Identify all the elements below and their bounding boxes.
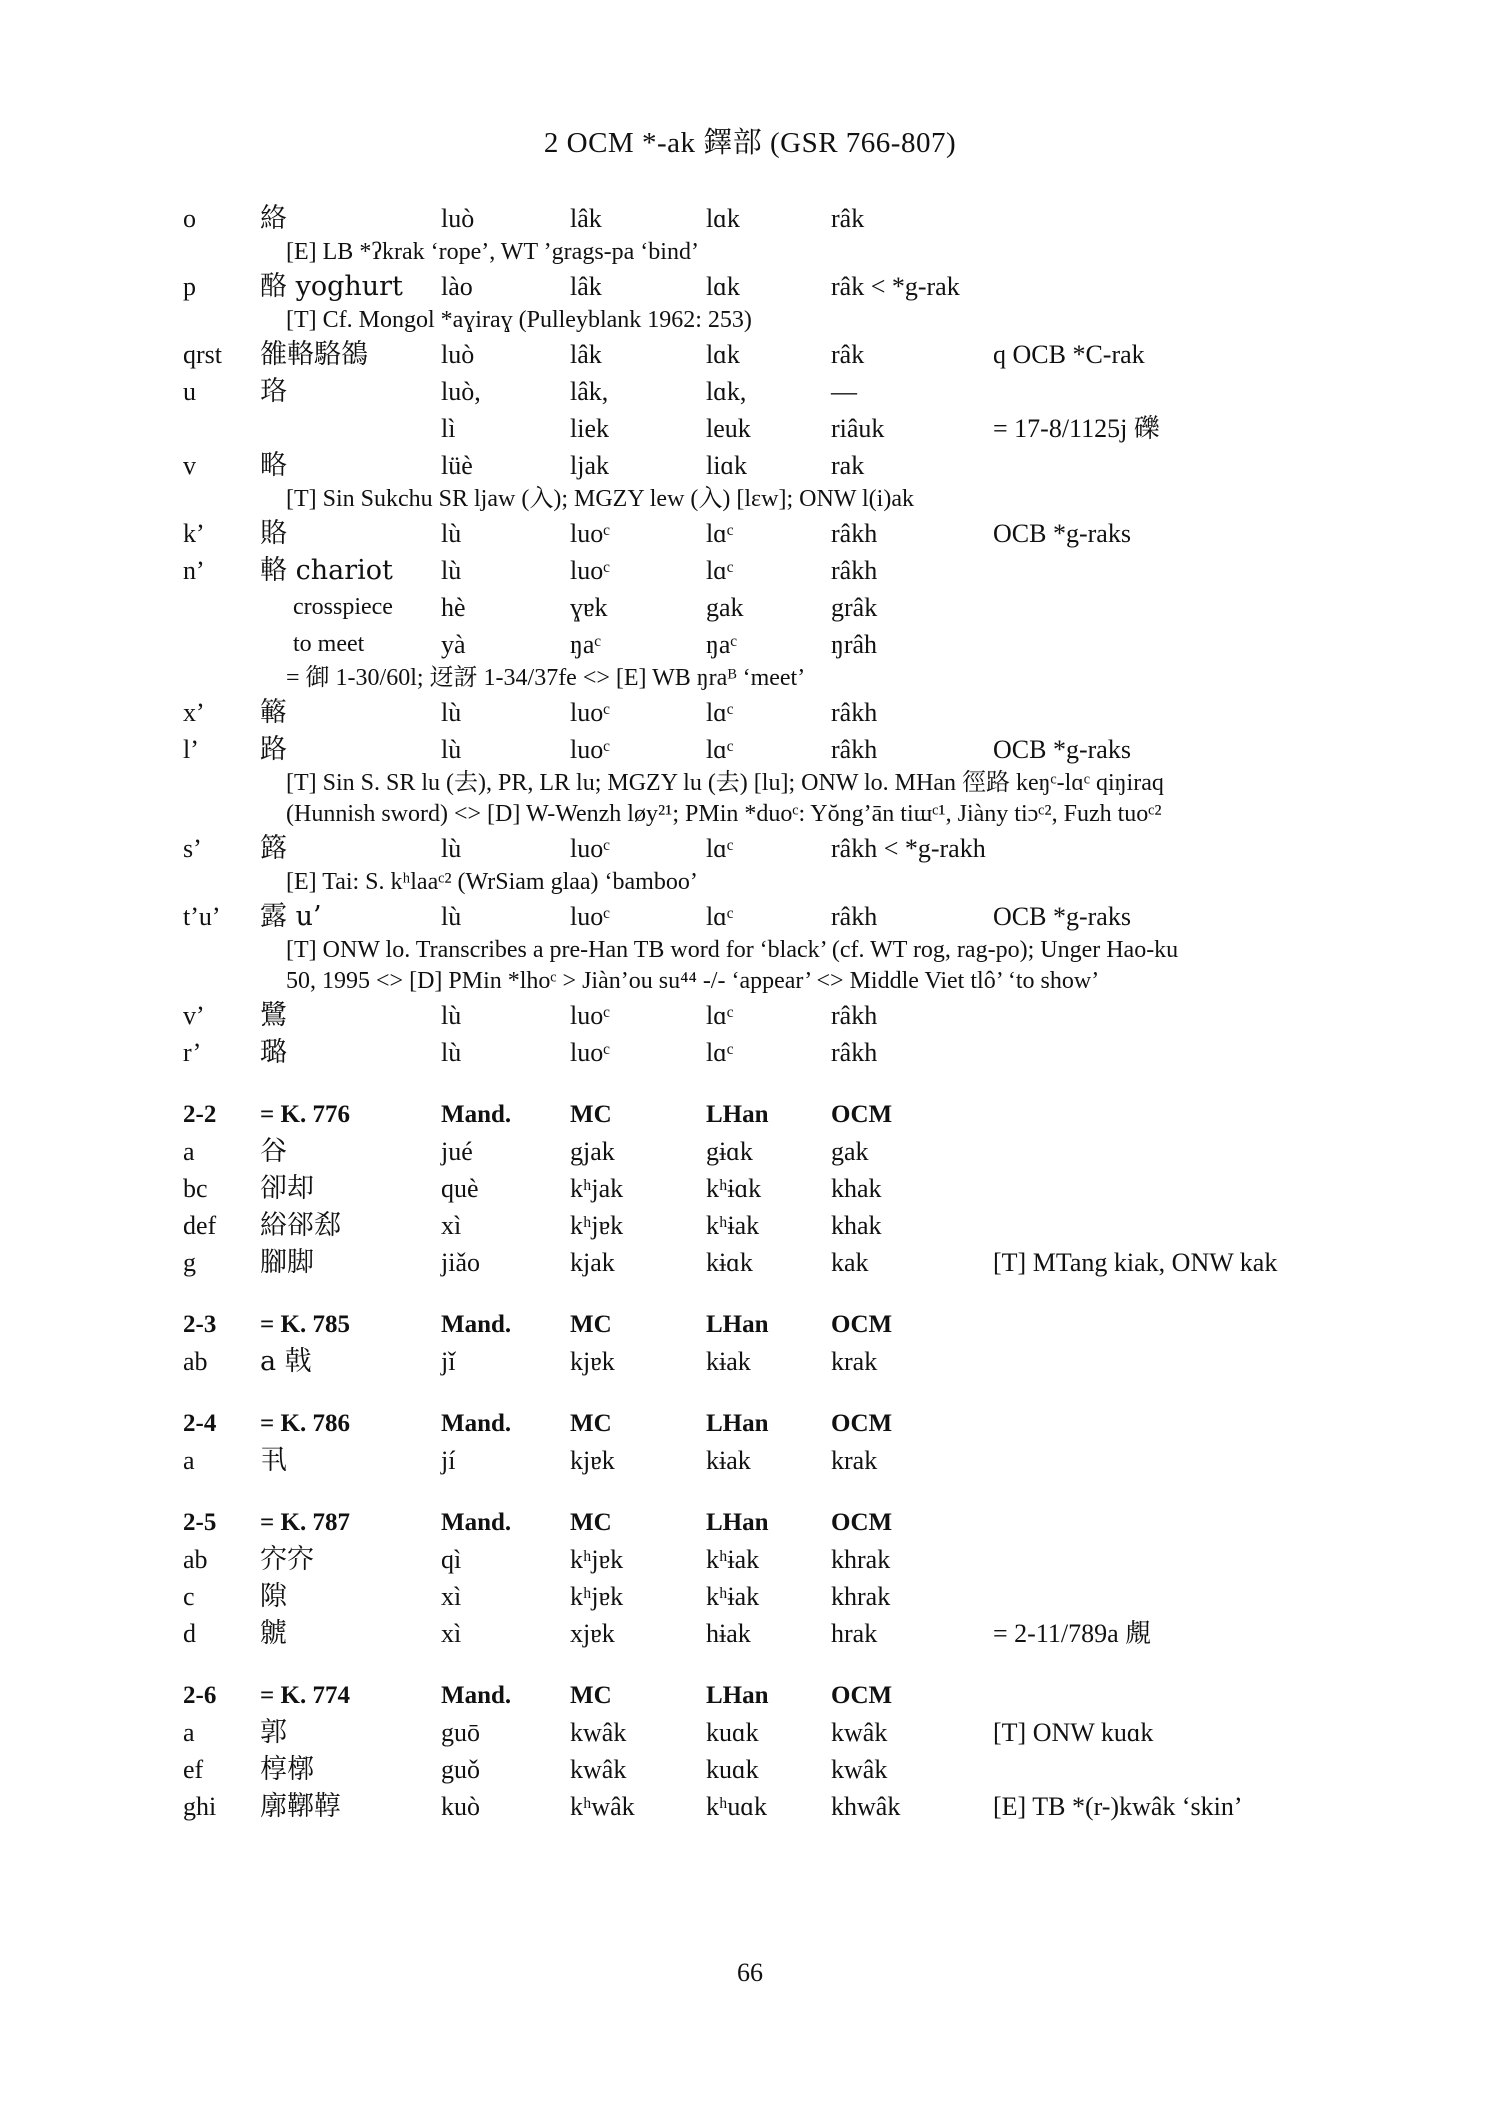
entry-row [183,200,1363,237]
later-han-reading: lɑᶜ [706,556,734,585]
entry-note: [E] LB *ʔkrak ‘rope’, WT ’grags-pa ‘bind’ [286,239,699,265]
entry-key: d [183,1619,196,1648]
graph-characters: 㝏㝏 [260,1544,314,1575]
mandarin-reading: jué [441,1137,473,1166]
entry-note: [T] ONW lo. Transcribes a pre-Han TB word for ‘black’ (cf. WT rog, rag-po); Unger Hao-ku [286,937,1179,963]
old-chinese-reading: râkh [831,698,878,727]
later-han-reading: lɑk [706,204,740,233]
later-han-reading: kʰɨak [706,1211,760,1240]
middle-chinese-reading: MC [570,1101,612,1128]
middle-chinese-reading: luoᶜ [570,735,610,764]
mandarin-reading: lì [441,414,456,443]
old-chinese-reading: râkh [831,519,878,548]
entry-row [183,1244,1363,1281]
graph-characters: 賂 [260,518,287,549]
later-han-reading: kɨak [706,1347,751,1376]
mandarin-reading: hè [441,593,466,622]
entry-key: t’u’ [183,902,221,931]
middle-chinese-reading: kʰjɐk [570,1582,624,1611]
entry-key: c [183,1582,195,1611]
entry-row [183,1541,1363,1578]
old-chinese-reading: khwâk [831,1792,901,1821]
old-chinese-reading: râk [831,204,865,233]
mandarin-reading: Mand. [441,1509,512,1536]
middle-chinese-reading: kʰjɐk [570,1211,624,1240]
entry-key: u [183,377,196,406]
entry-row [183,336,1363,373]
old-chinese-reading: râkh < *g-rakh [831,834,986,863]
graph-characters: 綌郤郄 [260,1210,341,1241]
entry-note: (Hunnish sword) <> [D] W-Wenzh løy²¹; PMin *duoᶜ: Yŏng’ān tiɯᶜ¹, Jiàny tiɔᶜ², Fuzh tuoᶜ² [286,801,1162,827]
entry-key: ab [183,1347,208,1376]
old-chinese-reading: kwâk [831,1755,888,1784]
section-number: 2-4 [183,1410,217,1437]
entry-list [183,200,1363,1825]
graph-characters: 卻却 [260,1173,314,1204]
mandarin-reading: lù [441,556,462,585]
middle-chinese-reading: lâk [570,272,602,301]
section-gap [183,1380,1363,1405]
later-han-reading: gak [706,593,744,622]
karlgren-ref: = K. 774 [260,1682,350,1709]
graph-characters: 珞 [260,376,287,407]
karlgren-ref: = K. 776 [260,1101,350,1128]
entry-key: n’ [183,556,205,585]
later-han-reading: lɑᶜ [706,1001,734,1030]
graph-characters: 椁槨 [260,1754,314,1785]
later-han-reading: lɑᶜ [706,834,734,863]
entry-note: [T] Cf. Mongol *aɣiraɣ (Pulleyblank 1962: 253) [286,307,752,333]
later-han-reading: lɑᶜ [706,735,734,764]
mandarin-reading: jiǎo [441,1248,480,1277]
old-chinese-reading: OCM [831,1509,893,1536]
later-han-reading: LHan [706,1682,769,1709]
section-gap [183,1071,1363,1096]
later-han-reading: kɨɑk [706,1248,753,1277]
entry-key: def [183,1211,217,1240]
entry-side-note: [E] TB *(r-)kwâk ‘skin’ [993,1792,1243,1821]
entry-note: [E] Tai: S. kʰlaaᶜ² (WrSiam glaa) ‘bamboo’ [286,869,698,895]
old-chinese-reading: râkh [831,902,878,931]
middle-chinese-reading: kjak [570,1248,615,1277]
middle-chinese-reading: lâk [570,204,602,233]
old-chinese-reading: khrak [831,1545,891,1574]
middle-chinese-reading: gjak [570,1137,615,1166]
old-chinese-reading: khak [831,1211,882,1240]
entry-side-note: q OCB *C-rak [993,340,1145,369]
later-han-reading: LHan [706,1311,769,1338]
later-han-reading: gɨɑk [706,1137,753,1166]
section-gap [183,1652,1363,1677]
middle-chinese-reading: ljak [570,451,609,480]
mandarin-reading: guǒ [441,1755,480,1784]
mandarin-reading: jí [441,1446,456,1475]
mandarin-reading: lù [441,834,462,863]
entry-row [183,1133,1363,1170]
section-header-row [183,1306,1363,1343]
entry-key: a [183,1446,195,1475]
old-chinese-reading: râk [831,340,865,369]
entry-note: 50, 1995 <> [D] PMin *lhoᶜ > Jiàn’ou su⁴⁴ -/- ‘appear’ <> Middle Viet tlô’ ‘to show’ [286,968,1100,994]
graph-characters: 隙 [260,1581,287,1612]
karlgren-ref: = K. 786 [260,1410,350,1437]
middle-chinese-reading: MC [570,1509,612,1536]
middle-chinese-reading: ɣɐk [570,593,608,622]
graph-characters: 輅 chariot [260,555,393,586]
graph-characters: 絡 [260,203,287,234]
entry-key: p [183,272,196,301]
middle-chinese-reading: kwâk [570,1755,627,1784]
mandarin-reading: lù [441,735,462,764]
middle-chinese-reading: kjɐk [570,1347,615,1376]
entry-row [183,1751,1363,1788]
section-gap [183,1281,1363,1306]
old-chinese-reading: khak [831,1174,882,1203]
middle-chinese-reading: kjɐk [570,1446,615,1475]
entry-row [183,1442,1363,1479]
later-han-reading: kuɑk [706,1755,759,1784]
entry-key: v [183,451,196,480]
middle-chinese-reading: lâk [570,340,602,369]
entry-key: s’ [183,834,202,863]
middle-chinese-reading: xjɐk [570,1619,615,1648]
mandarin-reading: jǐ [441,1347,456,1376]
graph-characters: 腳脚 [260,1247,314,1278]
entry-key: ef [183,1755,204,1784]
section-header-row [183,1405,1363,1442]
mandarin-reading: lù [441,1038,462,1067]
entry-key: a [183,1137,195,1166]
mandarin-reading: luò [441,340,475,369]
middle-chinese-reading: kʰjak [570,1174,624,1203]
entry-note: [T] Sin S. SR lu (去), PR, LR lu; MGZY lu (去) [lu]; ONW lo. MHan 徑路 keŋᶜ-lɑᶜ qiŋiraq [286,770,1164,796]
entry-note: = 御 1-30/60l; 迓訝 1-34/37fe <> [E] WB ŋraᴮ ‘meet’ [286,665,806,691]
graph-characters: 露 u’ [260,901,322,932]
graph-characters: 鷺 [260,1000,287,1031]
entry-row [183,1714,1363,1751]
entry-side-note: [T] ONW kuɑk [993,1718,1154,1747]
graph-characters: 郭 [260,1717,287,1748]
mandarin-reading: Mand. [441,1682,512,1709]
mandarin-reading: guō [441,1718,480,1747]
entry-row [183,898,1363,935]
mandarin-reading: lù [441,902,462,931]
later-han-reading: LHan [706,1410,769,1437]
middle-chinese-reading: luoᶜ [570,902,610,931]
entry-row [183,410,1363,447]
entry-row [183,447,1363,484]
later-han-reading: ŋaᶜ [706,630,738,659]
graph-characters: 虩 [260,1618,287,1649]
later-han-reading: kɨak [706,1446,751,1475]
middle-chinese-reading: lâk, [570,377,609,406]
middle-chinese-reading: MC [570,1682,612,1709]
mandarin-reading: luò [441,204,475,233]
section-number: 2-6 [183,1682,217,1709]
entry-row [183,515,1363,552]
karlgren-ref: = K. 785 [260,1311,350,1338]
later-han-reading: kʰɨak [706,1582,760,1611]
old-chinese-reading: gak [831,1137,869,1166]
middle-chinese-reading: MC [570,1410,612,1437]
later-han-reading: lɑᶜ [706,519,734,548]
entry-row [183,1578,1363,1615]
old-chinese-reading: râkh [831,735,878,764]
later-han-reading: liɑk [706,451,748,480]
entry-row [183,694,1363,731]
entry-key: k’ [183,519,205,548]
later-han-reading: kʰuɑk [706,1792,767,1821]
mandarin-reading: Mand. [441,1101,512,1128]
graph-characters: 酪 yoghurt [260,271,403,302]
entry-row [183,1034,1363,1071]
middle-chinese-reading: luoᶜ [570,556,610,585]
entry-side-note: = 17-8/1125j 礫 [993,414,1160,443]
graph-characters: 簬 [260,833,287,864]
entry-key: v’ [183,1001,205,1030]
old-chinese-reading: kwâk [831,1718,888,1747]
mandarin-reading: kuò [441,1792,480,1821]
entry-row [183,1615,1363,1652]
entry-row [183,552,1363,589]
middle-chinese-reading: luoᶜ [570,1001,610,1030]
middle-chinese-reading: kʰjɐk [570,1545,624,1574]
entry-side-note: OCB *g-raks [993,902,1131,931]
later-han-reading: lɑᶜ [706,902,734,931]
mandarin-reading: qì [441,1545,462,1574]
page-header: 2 OCM *-ak 鐸部 (GSR 766-807) [543,127,957,159]
later-han-reading: lɑk, [706,377,747,406]
old-chinese-reading: krak [831,1347,878,1376]
entry-row [183,1343,1363,1380]
mandarin-reading: lù [441,1001,462,1030]
graph-characters: 雒輅駱鵅 [260,339,368,370]
entry-key: o [183,204,196,233]
graph-characters: 丮 [260,1445,287,1476]
entry-side-note: = 2-11/789a 覤 [993,1619,1152,1648]
later-han-reading: lɑᶜ [706,698,734,727]
old-chinese-reading: — [831,377,857,406]
graph-characters: 略 [260,450,287,481]
old-chinese-reading: râkh [831,1001,878,1030]
section-header-row [183,1677,1363,1714]
later-han-reading: lɑk [706,340,740,369]
old-chinese-reading: rak [831,451,865,480]
middle-chinese-reading: kwâk [570,1718,627,1747]
mandarin-reading: lüè [441,451,473,480]
mandarin-reading: Mand. [441,1410,512,1437]
sub-reading-row [183,626,1363,663]
mandarin-reading: Mand. [441,1311,512,1338]
mandarin-reading: xì [441,1211,462,1240]
middle-chinese-reading: luoᶜ [570,1038,610,1067]
entry-row [183,731,1363,768]
old-chinese-reading: krak [831,1446,878,1475]
section-number: 2-2 [183,1101,217,1128]
entry-key: bc [183,1174,208,1203]
entry-side-note: OCB *g-raks [993,735,1131,764]
old-chinese-reading: ŋrâh [831,630,878,659]
entry-key: g [183,1248,196,1277]
mandarin-reading: lào [441,272,473,301]
middle-chinese-reading: kʰwâk [570,1792,635,1821]
middle-chinese-reading: luoᶜ [570,519,610,548]
old-chinese-reading: grâk [831,593,878,622]
entry-key: ab [183,1545,208,1574]
section-number: 2-3 [183,1311,217,1338]
old-chinese-reading: OCM [831,1311,893,1338]
middle-chinese-reading: luoᶜ [570,834,610,863]
section-header-row [183,1504,1363,1541]
entry-row [183,997,1363,1034]
old-chinese-reading: OCM [831,1410,893,1437]
later-han-reading: hɨak [706,1619,751,1648]
old-chinese-reading: khrak [831,1582,891,1611]
middle-chinese-reading: ŋaᶜ [570,630,602,659]
old-chinese-reading: râkh [831,1038,878,1067]
later-han-reading: lɑk [706,272,740,301]
karlgren-ref: = K. 787 [260,1509,350,1536]
entry-key: a [183,1718,195,1747]
graph-characters: 路 [260,734,287,765]
section-gap [183,1479,1363,1504]
entry-side-note: OCB *g-raks [993,519,1131,548]
old-chinese-reading: râkh [831,556,878,585]
graph-characters: a 戟 [260,1346,312,1377]
old-chinese-reading: hrak [831,1619,878,1648]
entry-side-note: [T] MTang kiak, ONW kak [993,1248,1278,1277]
mandarin-reading: yà [441,630,466,659]
mandarin-reading: luò, [441,377,481,406]
later-han-reading: lɑᶜ [706,1038,734,1067]
entry-key: x’ [183,698,205,727]
old-chinese-reading: OCM [831,1101,893,1128]
entry-row [183,373,1363,410]
entry-row [183,1207,1363,1244]
sub-reading-row [183,589,1363,626]
old-chinese-reading: OCM [831,1682,893,1709]
mandarin-reading: lù [441,519,462,548]
sub-reading-label: to meet [293,631,365,657]
section-header-row [183,1096,1363,1133]
later-han-reading: kuɑk [706,1718,759,1747]
entry-key: ghi [183,1792,217,1821]
page-number: 66 [737,1958,763,1987]
mandarin-reading: xì [441,1619,462,1648]
old-chinese-reading: riâuk [831,414,885,443]
sub-reading-label: crosspiece [293,594,393,620]
section-number: 2-5 [183,1509,217,1536]
mandarin-reading: lù [441,698,462,727]
later-han-reading: leuk [706,414,751,443]
entry-key: r’ [183,1038,202,1067]
graph-characters: 簵 [260,697,287,728]
middle-chinese-reading: liek [570,414,609,443]
entry-key: qrst [183,340,222,369]
graph-characters: 璐 [260,1037,287,1068]
middle-chinese-reading: MC [570,1311,612,1338]
later-han-reading: kʰɨak [706,1545,760,1574]
later-han-reading: LHan [706,1101,769,1128]
later-han-reading: kʰɨɑk [706,1174,762,1203]
entry-row [183,830,1363,867]
old-chinese-reading: râk < *g-rak [831,272,960,301]
entry-key: l’ [183,735,199,764]
mandarin-reading: xì [441,1582,462,1611]
graph-characters: 谷 [260,1136,287,1167]
entry-row [183,1788,1363,1825]
mandarin-reading: què [441,1174,479,1203]
entry-row [183,268,1363,305]
entry-row [183,1170,1363,1207]
later-han-reading: LHan [706,1509,769,1536]
middle-chinese-reading: luoᶜ [570,698,610,727]
graph-characters: 廓鞹鞟 [260,1791,341,1822]
entry-note: [T] Sin Sukchu SR ljaw (入); MGZY lew (入) [lɛw]; ONW l(i)ak [286,486,914,512]
old-chinese-reading: kak [831,1248,869,1277]
